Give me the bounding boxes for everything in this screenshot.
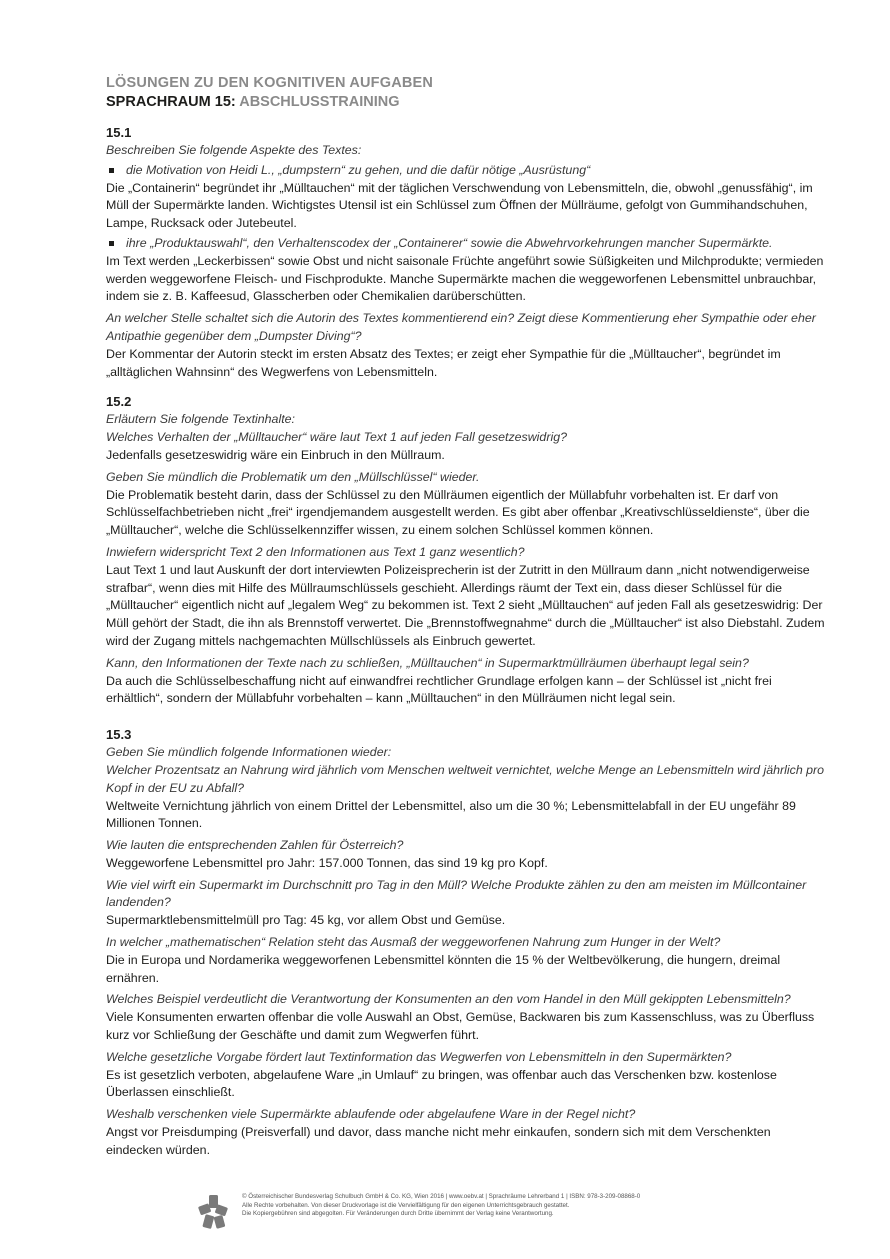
answer: Der Kommentar der Autorin steckt im ersten Absatz des Textes; er zeigt eher Sympathie für die „Mülltaucher“, begründet im „alltäglichen Wahnsinn“ des Wegwerfens von Lebensmitteln.: [106, 346, 781, 379]
bullet-text: ihre „Produktauswahl“, den Verhaltenscodex der „Containerer“ sowie die Abwehrvorkehrungen mancher Supermärkte.: [126, 235, 773, 250]
page-subtitle: [106, 93, 828, 112]
section-15-1: [106, 124, 828, 381]
bullet-text: die Motivation von Heidi L., „dumpstern“ zu gehen, und die dafür nötige „Ausrüstung“: [126, 162, 591, 177]
section-15-2: [106, 393, 828, 708]
answer: Die „Containerin“ begründet ihr „Mülltauchen“ mit der täglichen Verschwendung von Lebensmitteln, die, obwohl „genussfähig“, im Müll der Supermärkte landen. Wichtigstes Utensil ist ein Schlüssel zum Öffnen der Müllräume, gefolgt von Gummihandschuhen, Lampe, Rucksack oder Jutebeutel.: [106, 180, 813, 231]
question-intro: Geben Sie mündlich folgende Informationen wieder:: [106, 745, 392, 760]
question: Welches Verhalten der „Mülltaucher“ wäre laut Text 1 auf jeden Fall gesetzeswidrig?: [106, 430, 567, 445]
page-title: LÖSUNGEN ZU DEN KOGNITIVEN AUFGABEN: [106, 75, 434, 91]
answer: Die in Europa und Nordamerika weggeworfenen Lebensmittel könnten die 15 % der Weltbevölkerung, die hungern, dreimal ernähren.: [106, 952, 781, 985]
page-content: [106, 74, 828, 1160]
question: Welche gesetzliche Vorgabe fördert laut Textinformation das Wegwerfen von Lebensmitteln in den Supermärkten?: [106, 1049, 732, 1064]
question: Weshalb verschenken viele Supermärkte ablaufende oder abgelaufene Ware in der Regel nicht?: [106, 1107, 636, 1122]
answer: Weggeworfene Lebensmittel pro Jahr: 157.000 Tonnen, das sind 19 kg pro Kopf.: [106, 855, 548, 870]
section-number: 15.2: [106, 394, 132, 410]
question: Geben Sie mündlich die Problematik um den „Müllschlüssel“ wieder.: [106, 469, 480, 484]
answer: Viele Konsumenten erwarten offenbar die volle Auswahl an Obst, Gemüse, Backwaren bis zum Kassenschluss, was zu Überfluss kurz vor Schließung der Geschäfte und damit zum Wegwerfen führt.: [106, 1010, 815, 1043]
answer: Im Text werden „Leckerbissen“ sowie Obst und nicht saisonale Früchte angeführt sowie Süßigkeiten und Milchprodukte; vermieden werden weggeworfene Fleisch- und Fischprodukte. Manche Supermärkte machen die weggeworfenen Lebensmittel unbrauchbar, indem sie z. B. Kaffeesud, Glasscherben oder Chemikalien darüberschütten.: [106, 253, 824, 304]
answer: Da auch die Schlüsselbeschaffung nicht auf einwandfrei rechtlicher Grundlage erfolgen kann – der Schlüssel ist „nicht frei erhältlich“, sondern der Müllabfuhr vorbehalten – kann „Mülltauchen“ in den Müllräumen nicht legal sein.: [106, 673, 772, 706]
bullet-item: [106, 235, 828, 253]
rights-line: Alle Rechte vorbehalten. Von dieser Druckvorlage ist die Vervielfältigung für den eigenen Unterrichtsgebrauch gestattet.: [242, 1201, 570, 1209]
subtitle-name: ABSCHLUSSTRAINING: [239, 94, 400, 110]
question: Inwiefern widerspricht Text 2 den Informationen aus Text 1 ganz wesentlich?: [106, 544, 525, 559]
square-bullet-icon: [109, 168, 114, 173]
question: Kann, den Informationen der Texte nach zu schließen, „Mülltauchen“ in Supermarktmüllräumen überhaupt legal sein?: [106, 655, 749, 670]
question: Welcher Prozentsatz an Nahrung wird jährlich vom Menschen weltweit vernichtet, welche Menge an Lebensmitteln wird jährlich pro Kopf in der EU zu Abfall?: [106, 762, 825, 795]
subtitle-section: SPRACHRAUM 15:: [106, 94, 236, 110]
footer-text: [242, 1193, 640, 1233]
bullet-item: [106, 162, 828, 180]
publisher-logo-icon: [196, 1193, 230, 1233]
answer: Weltweite Vernichtung jährlich von einem Drittel der Lebensmittel, also um die 30 %; Lebensmittelabfall in der EU ungefähr 89 Millionen Tonnen.: [106, 798, 796, 831]
answer: Angst vor Preisdumping (Preisverfall) und davor, dass manche nicht mehr einkaufen, sondern sich mit dem Verschenkten eindecken würden.: [106, 1125, 771, 1157]
question: Welches Beispiel verdeutlicht die Verantwortung der Konsumenten an den vom Handel in den Müll gekippten Lebensmitteln?: [106, 992, 791, 1007]
question: In welcher „mathematischen“ Relation steht das Ausmaß der weggeworfenen Nahrung zum Hunger in der Welt?: [106, 935, 721, 950]
question-intro: Beschreiben Sie folgende Aspekte des Textes:: [106, 143, 362, 157]
question: An welcher Stelle schaltet sich die Autorin des Textes kommentierend ein? Zeigt diese Kommentierung eher Sympathie oder eher Antipathie gegenüber dem „Dumpster Diving“?: [106, 311, 816, 343]
answer: Laut Text 1 und laut Auskunft der dort interviewten Polizeisprecherin ist der Zutritt in den Müllraum dann „nicht notwendigerweise strafbar“, wenn dies mit Hilfe des Müllraumschlüssels geschieht. Allerdings räumt der Text ein, dass dieser Schlüssel für die „Mülltaucher“ eigentlich nicht auf „legalem Weg“ zu bekommen ist. Text 2 sieht „Mülltauchen“ auf jeden Fall als gesetzeswidrig: Der Müll gehört der Stadt, die ihn als Brennstoff verwertet. Die „Brennstoffwegnahme“ durch die „Mülltaucher“ ist also Diebstahl. Zudem wird der Zugang mittels nachgemachten Müllschlüssels als Einbruch gewertet.: [106, 562, 825, 648]
page-footer: [196, 1193, 716, 1233]
disclaimer-line: Die Kopiergebühren sind abgegolten. Für Veränderungen durch Dritte übernimmt der Verlag keine Verantwortung.: [242, 1210, 554, 1218]
answer: Die Problematik besteht darin, dass der Schlüssel zu den Müllräumen eigentlich der Müllabfuhr vorbehalten ist. Er darf von Schlüsselfachbetrieben nicht „frei“ irgendjemandem ausgestellt werden. Es gibt aber offenbar „Kreativschlüsseldienste“, über die „Mülltaucher“, welche die Schlüsselkennziffer wissen, zu einem solchen Schlüssel kommen können.: [106, 487, 810, 538]
question: Wie lauten die entsprechenden Zahlen für Österreich?: [106, 838, 404, 853]
copyright-line: © Österreichischer Bundesverlag Schulbuch GmbH & Co. KG, Wien 2016 | www.oebv.at | Sprachräume Lehrerband 1 | ISBN: 978-3-209-08868-0: [242, 1193, 641, 1200]
question-intro: Erläutern Sie folgende Textinhalte:: [106, 412, 295, 427]
section-number: 15.3: [106, 727, 132, 743]
answer: Supermarktlebensmittelmüll pro Tag: 45 kg, vor allem Obst und Gemüse.: [106, 913, 506, 928]
section-number: 15.1: [106, 125, 132, 140]
answer: Jedenfalls gesetzeswidrig wäre ein Einbruch in den Müllraum.: [106, 447, 445, 462]
question: Wie viel wirft ein Supermarkt im Durchschnitt pro Tag in den Müll? Welche Produkte zählen zu den am meisten im Müllcontainer landenden?: [106, 877, 807, 910]
answer: Es ist gesetzlich verboten, abgelaufene Ware „in Umlauf“ zu bringen, was offenbar auch das Verschenken bzw. kostenlose Überlassen einschließt.: [106, 1067, 777, 1100]
square-bullet-icon: [109, 241, 114, 246]
section-15-3: [106, 726, 828, 1160]
